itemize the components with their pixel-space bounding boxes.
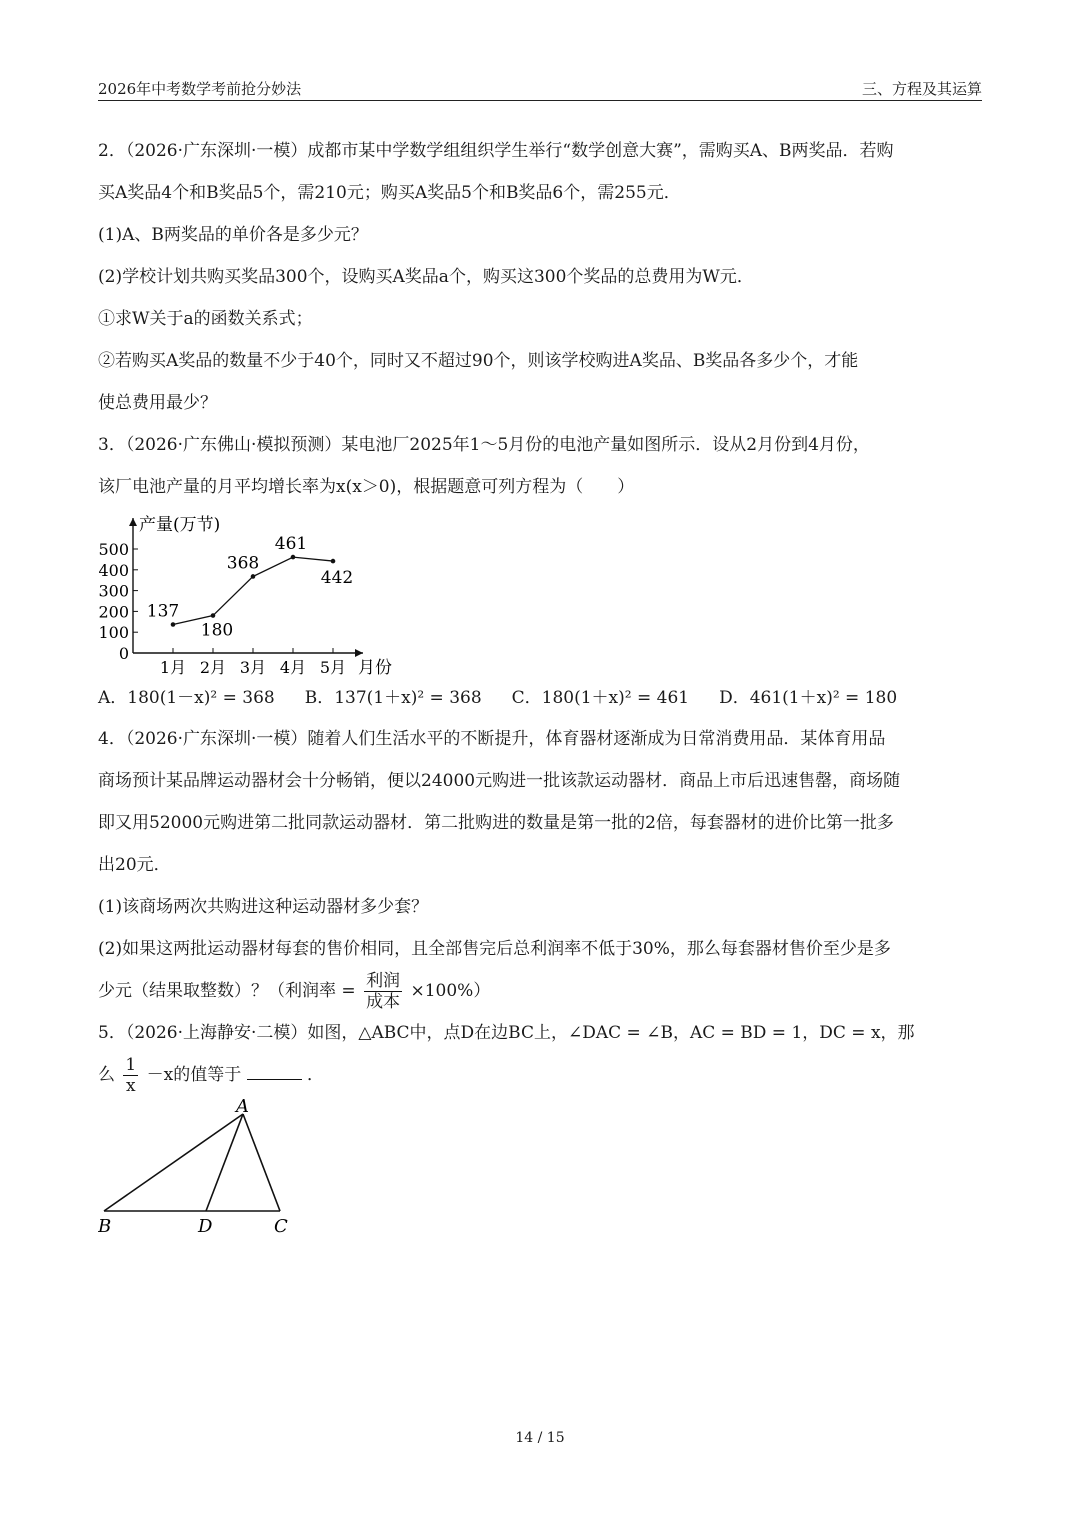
data-label: 137 <box>146 601 180 622</box>
y-axis-arrow <box>129 518 137 526</box>
y-tick-label: 300 <box>98 581 129 601</box>
q5-line1: 5．（2026·上海静安·二模）如图，△ABC中，点D在边BC上，∠DAC = ∠B，AC = BD = 1，DC = x，那 <box>98 1023 915 1043</box>
question-4 <box>98 718 982 1012</box>
answer-blank[interactable] <box>247 1061 302 1080</box>
q5-line2-end: ． <box>307 1065 325 1085</box>
q2-line1: 2．（2026·广东深圳·一模）成都市某中学数学组组织学生举行“数学创意大赛”，需购买A、B两奖品．若购 <box>98 141 894 161</box>
fraction-denominator: x <box>126 1076 136 1096</box>
x-tick-label: 5月 <box>319 658 347 677</box>
label-b: B <box>98 1216 112 1236</box>
page-content <box>98 130 982 1236</box>
option-d[interactable]: D．461(1＋x)² = 180 <box>719 688 898 708</box>
question-5 <box>98 1012 982 1236</box>
triangle-figure <box>98 1096 318 1236</box>
q2-sub1: ①求W关于a的函数关系式； <box>98 309 313 329</box>
q2-part2: (2)学校计划共购买奖品300个，设购买A奖品a个，购买这300个奖品的总费用为W元． <box>98 267 754 287</box>
q4-line1: 4．（2026·广东深圳·一模）随着人们生活水平的不断提升，体育器材逐渐成为日常消费用品．某体育用品 <box>98 729 886 749</box>
production-line-chart <box>98 508 418 678</box>
q4-part2b <box>98 970 982 1012</box>
option-a[interactable]: A．180(1－x)² = 368 <box>98 688 275 708</box>
q5-line2-post: －x的值等于 <box>146 1065 242 1085</box>
data-label: 442 <box>320 568 354 589</box>
data-point <box>331 559 336 564</box>
fraction-numerator: 1 <box>125 1055 137 1075</box>
q3-line2: 该厂电池产量的月平均增长率为x(x＞0)，根据题意可列方程为（ ） <box>98 477 635 497</box>
q4-line3: 即又用52000元购进第二批同款运动器材．第二批购进的数量是第一批的2倍，每套器材的进价比第一批多 <box>98 813 894 833</box>
y-tick-label: 100 <box>98 623 129 643</box>
fraction-denominator: 成本 <box>366 992 401 1012</box>
y-tick-label: 200 <box>98 602 129 622</box>
x-axis-label: 月份 <box>358 658 392 678</box>
label-c: C <box>274 1216 288 1236</box>
q2-line2: 买A奖品4个和B奖品5个，需210元；购买A奖品5个和B奖品6个，需255元． <box>98 183 681 203</box>
chart-marks <box>147 534 353 640</box>
page-number: 14 / 15 <box>515 1430 565 1446</box>
q2-part1: (1)A、B两奖品的单价各是多少元？ <box>98 225 368 245</box>
data-point <box>211 613 216 618</box>
chart-axes <box>98 515 392 678</box>
question-2 <box>98 130 982 424</box>
label-d: D <box>198 1216 213 1236</box>
fraction-numerator: 利润 <box>366 971 401 991</box>
label-a: A <box>236 1096 249 1117</box>
x-tick-label: 1月 <box>159 658 187 677</box>
data-point <box>291 555 296 560</box>
segment-ab <box>104 1114 243 1211</box>
x-tick-label: 3月 <box>239 658 267 677</box>
q4-part2b-post: ×100%） <box>410 981 491 1001</box>
option-c[interactable]: C．180(1＋x)² = 461 <box>511 688 690 708</box>
q4-part1: (1)该商场两次共购进这种运动器材多少套？ <box>98 897 429 917</box>
q4-line2: 商场预计某品牌运动器材会十分畅销，便以24000元购进一批该款运动器材．商品上市后迅速售罄，商场随 <box>98 771 901 791</box>
y-tick-label: 0 <box>118 644 129 663</box>
q4-part2b-pre: 少元（结果取整数）？（利润率 = <box>98 981 356 1001</box>
page-header <box>98 78 982 101</box>
y-tick-label: 500 <box>98 540 129 559</box>
data-point <box>251 574 256 579</box>
q3-options <box>98 678 982 718</box>
one-over-x-fraction <box>123 1055 138 1096</box>
q5-line2 <box>98 1054 982 1096</box>
data-point <box>171 622 176 627</box>
q4-line4: 出20元． <box>98 855 171 875</box>
q4-part2a: (2)如果这两批运动器材每套的售价相同，且全部售完后总利润率不低于30%，那么每套器材售价至少是多 <box>98 939 891 959</box>
x-tick-label: 4月 <box>279 658 307 677</box>
question-3 <box>98 424 982 718</box>
x-axis-arrow <box>355 649 363 657</box>
q5-line2-pre: 么 <box>98 1065 115 1085</box>
x-tick-label: 2月 <box>199 658 227 677</box>
header-section: 三、方程及其运算 <box>861 80 982 98</box>
data-label: 368 <box>226 553 260 574</box>
profit-rate-fraction <box>364 971 402 1012</box>
y-axis-label: 产量(万节) <box>139 515 221 535</box>
data-label: 180 <box>200 620 234 641</box>
y-tick-label: 400 <box>98 560 129 580</box>
data-label: 461 <box>274 534 308 555</box>
option-b[interactable]: B．137(1＋x)² = 368 <box>304 688 482 708</box>
q3-line1: 3．（2026·广东佛山·模拟预测）某电池厂2025年1～5月份的电池产量如图所示．设从2月份到4月份， <box>98 435 870 455</box>
q2-sub2a: ②若购买A奖品的数量不少于40个，同时又不超过90个，则该学校购进A奖品、B奖品各多少个，才能 <box>98 351 859 371</box>
segment-ac <box>243 1114 280 1211</box>
segment-ad <box>206 1114 243 1211</box>
q2-sub2b: 使总费用最少？ <box>98 393 217 413</box>
header-title: 2026年中考数学考前抢分妙法 <box>98 80 302 98</box>
